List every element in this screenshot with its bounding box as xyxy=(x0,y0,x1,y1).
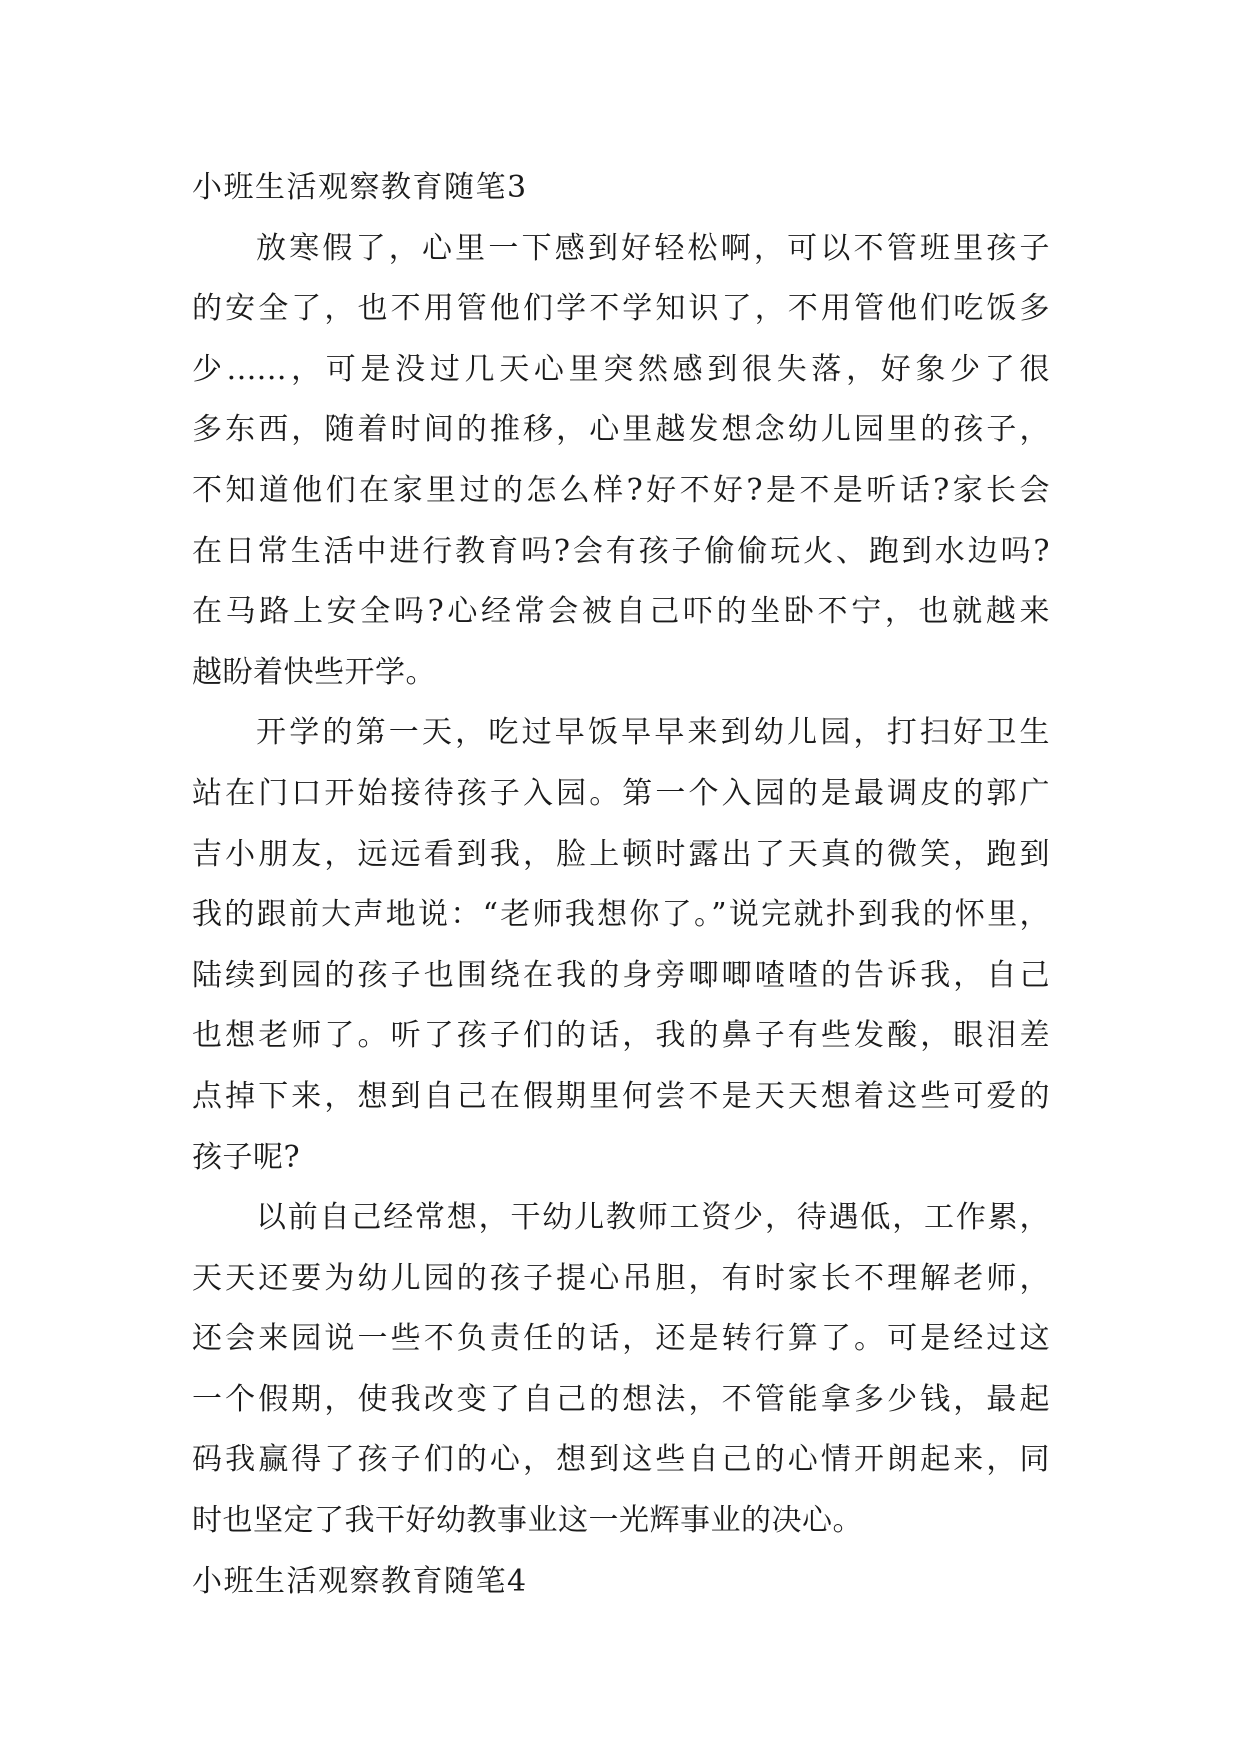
paragraph-1 xyxy=(192,219,1050,704)
paragraph-line: 以前自己经常想，干幼儿教师工资少，待遇低，工作累， xyxy=(256,1200,1050,1236)
paragraph-line: 时也坚定了我干好幼教事业这一光辉事业的决心。 xyxy=(192,1503,863,1539)
paragraph-line: 越盼着快些开学。 xyxy=(192,654,436,690)
paragraph-line: 不知道他们在家里过的怎么样?好不好?是不是听话?家长会 xyxy=(192,472,1050,508)
document-page xyxy=(192,158,1050,1612)
paragraph-line: 点掉下来，想到自己在假期里何尝不是天天想着这些可爱的 xyxy=(192,1078,1050,1114)
paragraph-line: 吉小朋友，远远看到我，脸上顿时露出了天真的微笑，跑到 xyxy=(192,836,1050,872)
paragraph-line: 在马路上安全吗?心经常会被自己吓的坐卧不宁，也就越来 xyxy=(192,594,1050,630)
paragraph-line: 天天还要为幼儿园的孩子提心吊胆，有时家长不理解老师， xyxy=(192,1260,1050,1296)
paragraph-2 xyxy=(192,703,1050,1188)
paragraph-line: 放寒假了，心里一下感到好轻松啊，可以不管班里孩子 xyxy=(256,230,1050,266)
paragraph-line: 开学的第一天，吃过早饭早早来到幼儿园，打扫好卫生 xyxy=(256,715,1050,751)
paragraph-3 xyxy=(192,1188,1050,1552)
paragraph-line: 一个假期，使我改变了自己的想法，不管能拿多少钱，最起 xyxy=(192,1381,1050,1417)
paragraph-line: 码我赢得了孩子们的心，想到这些自己的心情开朗起来，同 xyxy=(192,1442,1050,1478)
paragraph-line: 在日常生活中进行教育吗?会有孩子偷偷玩火、跑到水边吗? xyxy=(192,533,1050,569)
section-heading: 小班生活观察教育随笔3 xyxy=(192,170,528,205)
paragraph-line: 陆续到园的孩子也围绕在我的身旁唧唧喳喳的告诉我，自己 xyxy=(192,957,1050,993)
paragraph-line: 的安全了，也不用管他们学不学知识了，不用管他们吃饭多 xyxy=(192,291,1050,327)
paragraph-line: 也想老师了。听了孩子们的话，我的鼻子有些发酸，眼泪差 xyxy=(192,1018,1050,1054)
paragraph-line: 多东西，随着时间的推移，心里越发想念幼儿园里的孩子， xyxy=(192,412,1050,448)
section-heading: 小班生活观察教育随笔4 xyxy=(192,1563,528,1599)
paragraph-line: 我的跟前大声地说：“老师我想你了。”说完就扑到我的怀里， xyxy=(192,897,1050,933)
paragraph-line: 少......，可是没过几天心里突然感到很失落，好象少了很 xyxy=(192,351,1050,387)
paragraph-line: 还会来园说一些不负责任的话，还是转行算了。可是经过这 xyxy=(192,1321,1050,1357)
paragraph-line: 站在门口开始接待孩子入园。第一个入园的是最调皮的郭广 xyxy=(192,775,1050,811)
paragraph-line: 孩子呢? xyxy=(192,1139,301,1175)
